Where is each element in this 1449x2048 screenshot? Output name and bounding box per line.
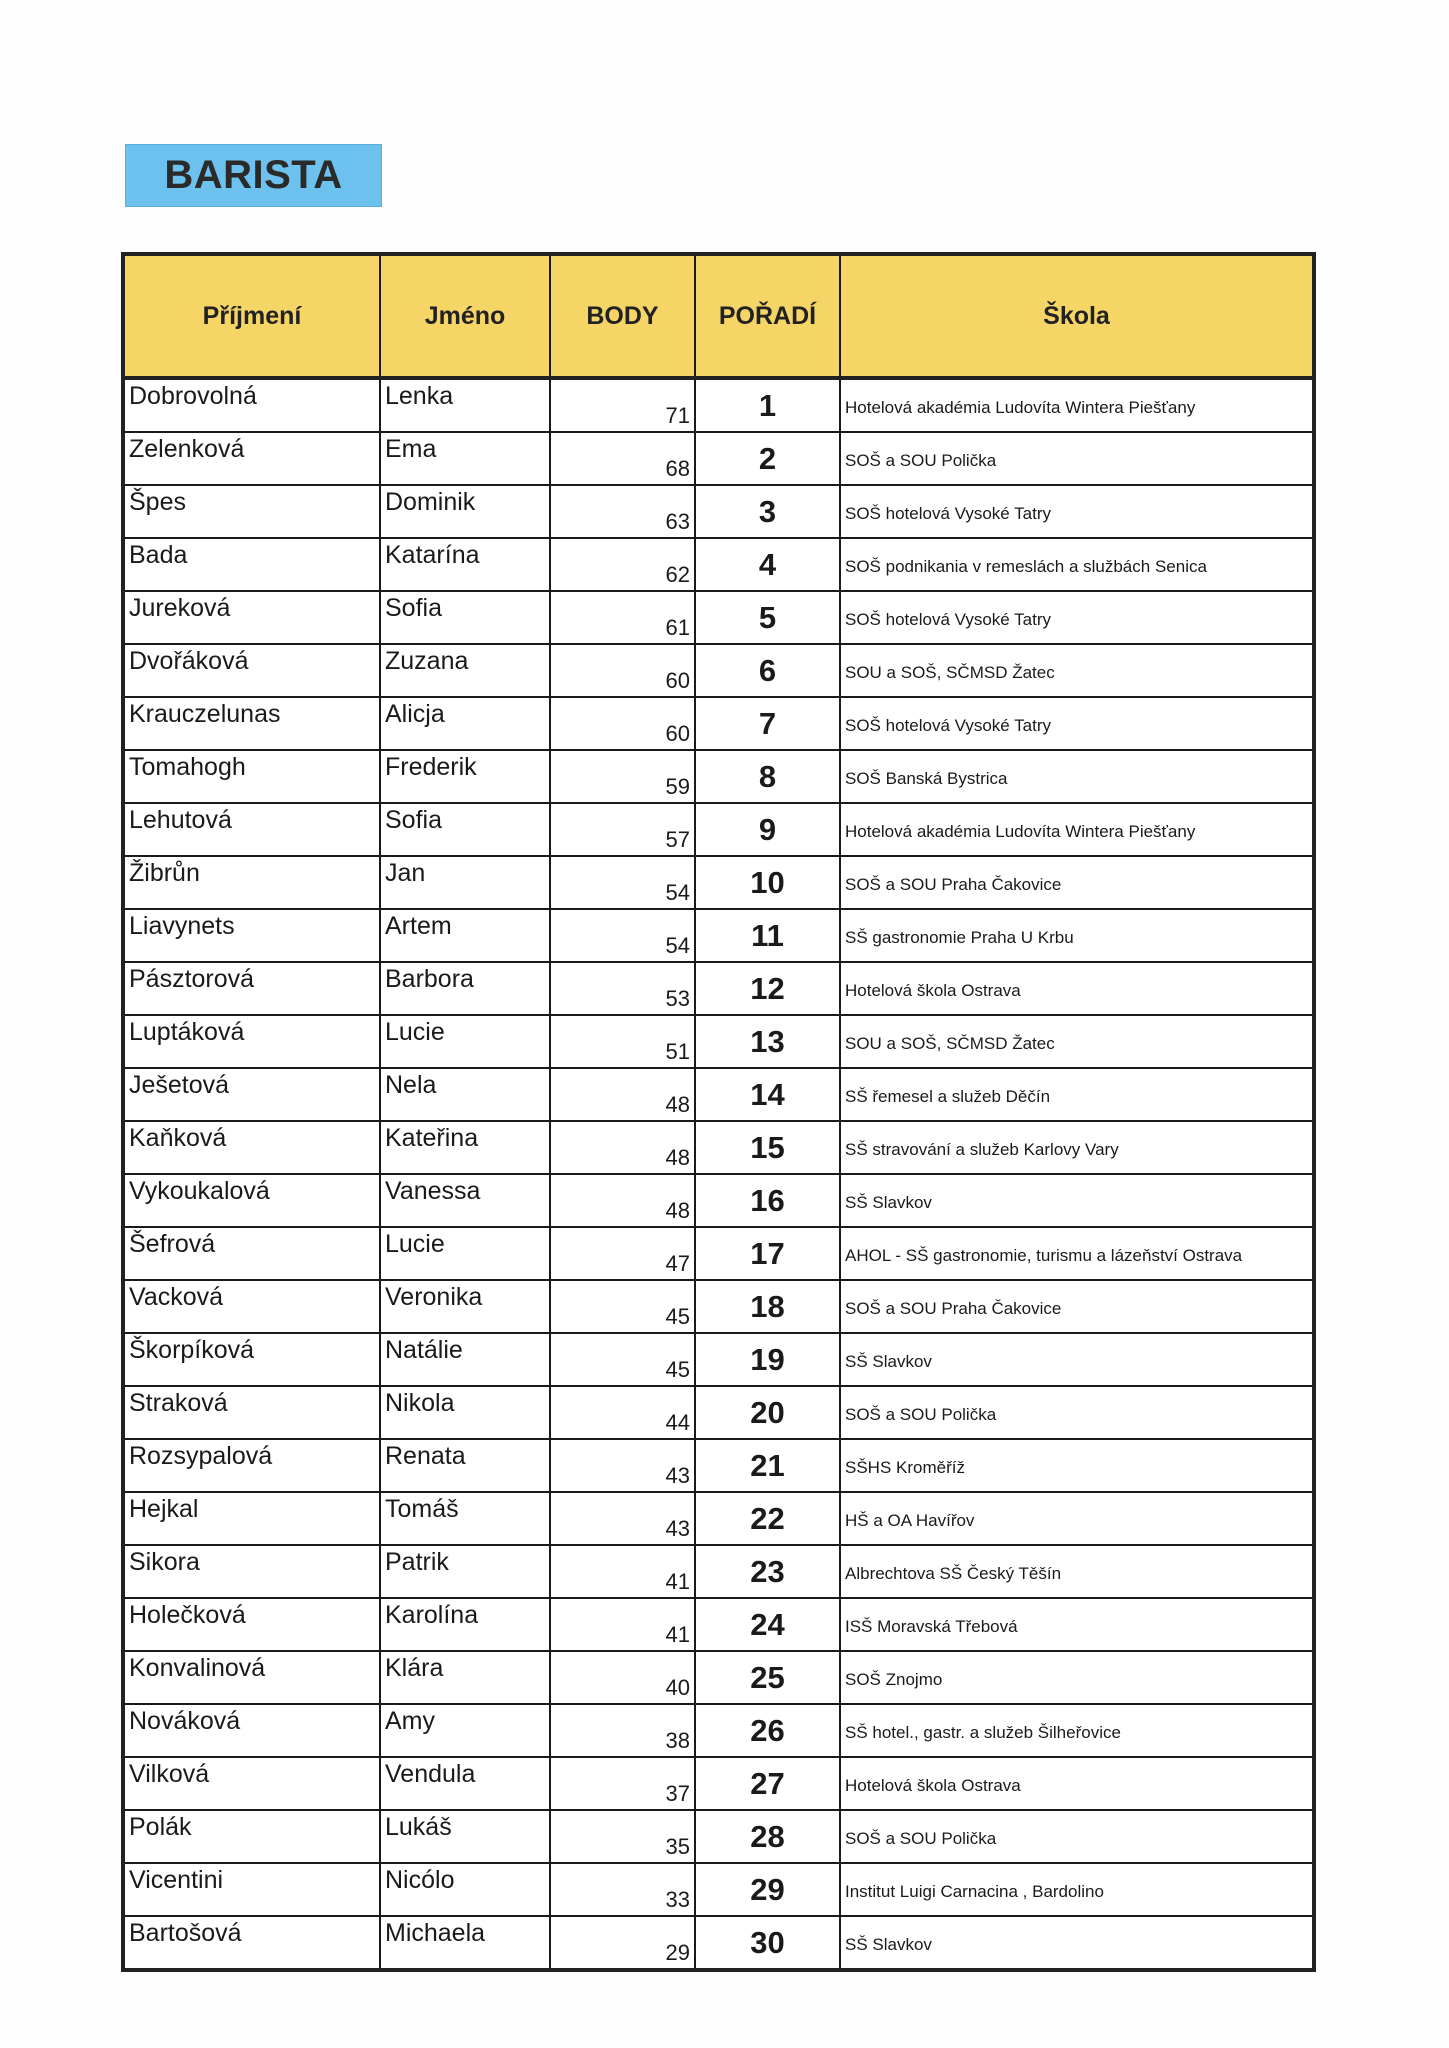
school-cell: SOŠ a SOU Polička [840, 1386, 1314, 1439]
school-cell: SOU a SOŠ, SČMSD Žatec [840, 1015, 1314, 1068]
table-row [123, 909, 1314, 962]
table-row [123, 1121, 1314, 1174]
name-cell: Frederik [380, 750, 550, 803]
name-cell: Nela [380, 1068, 550, 1121]
points-cell: 71 [550, 378, 695, 432]
school-cell: SŠ Slavkov [840, 1174, 1314, 1227]
rank-cell: 23 [695, 1545, 840, 1598]
name-cell: Sofia [380, 591, 550, 644]
table-row [123, 750, 1314, 803]
rank-cell: 14 [695, 1068, 840, 1121]
school-cell: HŠ a OA Havířov [840, 1492, 1314, 1545]
points-cell: 54 [550, 909, 695, 962]
surname-cell: Vacková [123, 1280, 380, 1333]
rank-cell: 29 [695, 1863, 840, 1916]
header-name: Jméno [380, 254, 550, 378]
school-cell: SŠ Slavkov [840, 1333, 1314, 1386]
surname-cell: Kaňková [123, 1121, 380, 1174]
rank-cell: 17 [695, 1227, 840, 1280]
school-cell: SOŠ Banská Bystrica [840, 750, 1314, 803]
school-cell: ISŠ Moravská Třebová [840, 1598, 1314, 1651]
header-rank: POŘADÍ [695, 254, 840, 378]
table-row [123, 1333, 1314, 1386]
results-table [121, 252, 1316, 1972]
points-cell: 43 [550, 1439, 695, 1492]
table-row [123, 485, 1314, 538]
points-cell: 62 [550, 538, 695, 591]
surname-cell: Jureková [123, 591, 380, 644]
table-row [123, 1439, 1314, 1492]
page-title-box [125, 144, 382, 207]
surname-cell: Rozsypalová [123, 1439, 380, 1492]
rank-cell: 12 [695, 962, 840, 1015]
rank-cell: 1 [695, 378, 840, 432]
surname-cell: Bartošová [123, 1916, 380, 1970]
table-row [123, 962, 1314, 1015]
points-cell: 60 [550, 697, 695, 750]
name-cell: Klára [380, 1651, 550, 1704]
surname-cell: Žibrůn [123, 856, 380, 909]
name-cell: Zuzana [380, 644, 550, 697]
name-cell: Nikola [380, 1386, 550, 1439]
surname-cell: Škorpíková [123, 1333, 380, 1386]
surname-cell: Polák [123, 1810, 380, 1863]
rank-cell: 9 [695, 803, 840, 856]
surname-cell: Konvalinová [123, 1651, 380, 1704]
name-cell: Amy [380, 1704, 550, 1757]
surname-cell: Krauczelunas [123, 697, 380, 750]
header-school: Škola [840, 254, 1314, 378]
school-cell: SŠ Slavkov [840, 1916, 1314, 1970]
name-cell: Kateřina [380, 1121, 550, 1174]
surname-cell: Tomahogh [123, 750, 380, 803]
school-cell: SOŠ Znojmo [840, 1651, 1314, 1704]
header-surname: Příjmení [123, 254, 380, 378]
school-cell: SOŠ a SOU Polička [840, 432, 1314, 485]
name-cell: Lenka [380, 378, 550, 432]
school-cell: SOŠ hotelová Vysoké Tatry [840, 485, 1314, 538]
table-row [123, 1704, 1314, 1757]
points-cell: 63 [550, 485, 695, 538]
points-cell: 48 [550, 1121, 695, 1174]
rank-cell: 7 [695, 697, 840, 750]
points-cell: 40 [550, 1651, 695, 1704]
name-cell: Lucie [380, 1015, 550, 1068]
rank-cell: 15 [695, 1121, 840, 1174]
rank-cell: 28 [695, 1810, 840, 1863]
surname-cell: Lehutová [123, 803, 380, 856]
points-cell: 44 [550, 1386, 695, 1439]
name-cell: Lucie [380, 1227, 550, 1280]
points-cell: 43 [550, 1492, 695, 1545]
table-row [123, 1492, 1314, 1545]
points-cell: 41 [550, 1598, 695, 1651]
name-cell: Ema [380, 432, 550, 485]
table-row [123, 432, 1314, 485]
points-cell: 29 [550, 1916, 695, 1970]
surname-cell: Holečková [123, 1598, 380, 1651]
name-cell: Karolína [380, 1598, 550, 1651]
school-cell: Hotelová škola Ostrava [840, 962, 1314, 1015]
school-cell: SŠHS Kroměříž [840, 1439, 1314, 1492]
table-row [123, 856, 1314, 909]
rank-cell: 11 [695, 909, 840, 962]
table-row [123, 1227, 1314, 1280]
surname-cell: Bada [123, 538, 380, 591]
surname-cell: Luptáková [123, 1015, 380, 1068]
surname-cell: Zelenková [123, 432, 380, 485]
name-cell: Michaela [380, 1916, 550, 1970]
school-cell: Institut Luigi Carnacina , Bardolino [840, 1863, 1314, 1916]
school-cell: SŠ řemesel a služeb Děčín [840, 1068, 1314, 1121]
rank-cell: 20 [695, 1386, 840, 1439]
school-cell: Hotelová škola Ostrava [840, 1757, 1314, 1810]
name-cell: Alicja [380, 697, 550, 750]
page-title: BARISTA [164, 153, 343, 197]
rank-cell: 3 [695, 485, 840, 538]
table-row [123, 697, 1314, 750]
school-cell: Hotelová akadémia Ludovíta Wintera Piešťany [840, 378, 1314, 432]
name-cell: Vanessa [380, 1174, 550, 1227]
school-cell: SOŠ a SOU Polička [840, 1810, 1314, 1863]
table-row [123, 1863, 1314, 1916]
name-cell: Natálie [380, 1333, 550, 1386]
rank-cell: 21 [695, 1439, 840, 1492]
name-cell: Barbora [380, 962, 550, 1015]
name-cell: Sofia [380, 803, 550, 856]
points-cell: 61 [550, 591, 695, 644]
rank-cell: 25 [695, 1651, 840, 1704]
name-cell: Jan [380, 856, 550, 909]
school-cell: SOŠ hotelová Vysoké Tatry [840, 697, 1314, 750]
name-cell: Vendula [380, 1757, 550, 1810]
rank-cell: 27 [695, 1757, 840, 1810]
rank-cell: 2 [695, 432, 840, 485]
points-cell: 37 [550, 1757, 695, 1810]
surname-cell: Hejkal [123, 1492, 380, 1545]
school-cell: AHOL - SŠ gastronomie, turismu a lázeňství Ostrava [840, 1227, 1314, 1280]
surname-cell: Špes [123, 485, 380, 538]
name-cell: Dominik [380, 485, 550, 538]
table-header-row [123, 254, 1314, 378]
surname-cell: Šefrová [123, 1227, 380, 1280]
points-cell: 48 [550, 1068, 695, 1121]
rank-cell: 10 [695, 856, 840, 909]
name-cell: Lukáš [380, 1810, 550, 1863]
rank-cell: 4 [695, 538, 840, 591]
points-cell: 54 [550, 856, 695, 909]
table-row [123, 1386, 1314, 1439]
table-row [123, 1598, 1314, 1651]
points-cell: 33 [550, 1863, 695, 1916]
rank-cell: 30 [695, 1916, 840, 1970]
name-cell: Artem [380, 909, 550, 962]
name-cell: Veronika [380, 1280, 550, 1333]
points-cell: 35 [550, 1810, 695, 1863]
surname-cell: Ješetová [123, 1068, 380, 1121]
school-cell: SŠ gastronomie Praha U Krbu [840, 909, 1314, 962]
table-row [123, 1174, 1314, 1227]
name-cell: Tomáš [380, 1492, 550, 1545]
rank-cell: 22 [695, 1492, 840, 1545]
surname-cell: Sikora [123, 1545, 380, 1598]
surname-cell: Dvořáková [123, 644, 380, 697]
surname-cell: Nováková [123, 1704, 380, 1757]
rank-cell: 18 [695, 1280, 840, 1333]
points-cell: 41 [550, 1545, 695, 1598]
table-row [123, 1280, 1314, 1333]
points-cell: 57 [550, 803, 695, 856]
points-cell: 59 [550, 750, 695, 803]
points-cell: 60 [550, 644, 695, 697]
rank-cell: 16 [695, 1174, 840, 1227]
school-cell: SOU a SOŠ, SČMSD Žatec [840, 644, 1314, 697]
table-row [123, 1757, 1314, 1810]
rank-cell: 24 [695, 1598, 840, 1651]
rank-cell: 8 [695, 750, 840, 803]
school-cell: SOŠ a SOU Praha Čakovice [840, 1280, 1314, 1333]
table-row [123, 538, 1314, 591]
surname-cell: Pásztorová [123, 962, 380, 1015]
points-cell: 45 [550, 1280, 695, 1333]
table-row [123, 1545, 1314, 1598]
points-cell: 51 [550, 1015, 695, 1068]
table-row [123, 1916, 1314, 1970]
surname-cell: Liavynets [123, 909, 380, 962]
table-row [123, 644, 1314, 697]
school-cell: SŠ hotel., gastr. a služeb Šilheřovice [840, 1704, 1314, 1757]
table-row [123, 1810, 1314, 1863]
school-cell: SOŠ a SOU Praha Čakovice [840, 856, 1314, 909]
rank-cell: 19 [695, 1333, 840, 1386]
table-row [123, 378, 1314, 432]
name-cell: Renata [380, 1439, 550, 1492]
surname-cell: Straková [123, 1386, 380, 1439]
points-cell: 48 [550, 1174, 695, 1227]
points-cell: 53 [550, 962, 695, 1015]
surname-cell: Vykoukalová [123, 1174, 380, 1227]
surname-cell: Vicentini [123, 1863, 380, 1916]
school-cell: Hotelová akadémia Ludovíta Wintera Piešťany [840, 803, 1314, 856]
points-cell: 68 [550, 432, 695, 485]
points-cell: 47 [550, 1227, 695, 1280]
table-row [123, 1015, 1314, 1068]
school-cell: Albrechtova SŠ Český Těšín [840, 1545, 1314, 1598]
school-cell: SOŠ podnikania v remeslách a službách Senica [840, 538, 1314, 591]
points-cell: 38 [550, 1704, 695, 1757]
surname-cell: Vilková [123, 1757, 380, 1810]
rank-cell: 6 [695, 644, 840, 697]
rank-cell: 13 [695, 1015, 840, 1068]
name-cell: Patrik [380, 1545, 550, 1598]
rank-cell: 5 [695, 591, 840, 644]
school-cell: SŠ stravování a služeb Karlovy Vary [840, 1121, 1314, 1174]
name-cell: Nicólo [380, 1863, 550, 1916]
table-row [123, 591, 1314, 644]
rank-cell: 26 [695, 1704, 840, 1757]
surname-cell: Dobrovolná [123, 378, 380, 432]
table-row [123, 1651, 1314, 1704]
school-cell: SOŠ hotelová Vysoké Tatry [840, 591, 1314, 644]
name-cell: Katarína [380, 538, 550, 591]
points-cell: 45 [550, 1333, 695, 1386]
table-row [123, 1068, 1314, 1121]
header-points: BODY [550, 254, 695, 378]
table-row [123, 803, 1314, 856]
